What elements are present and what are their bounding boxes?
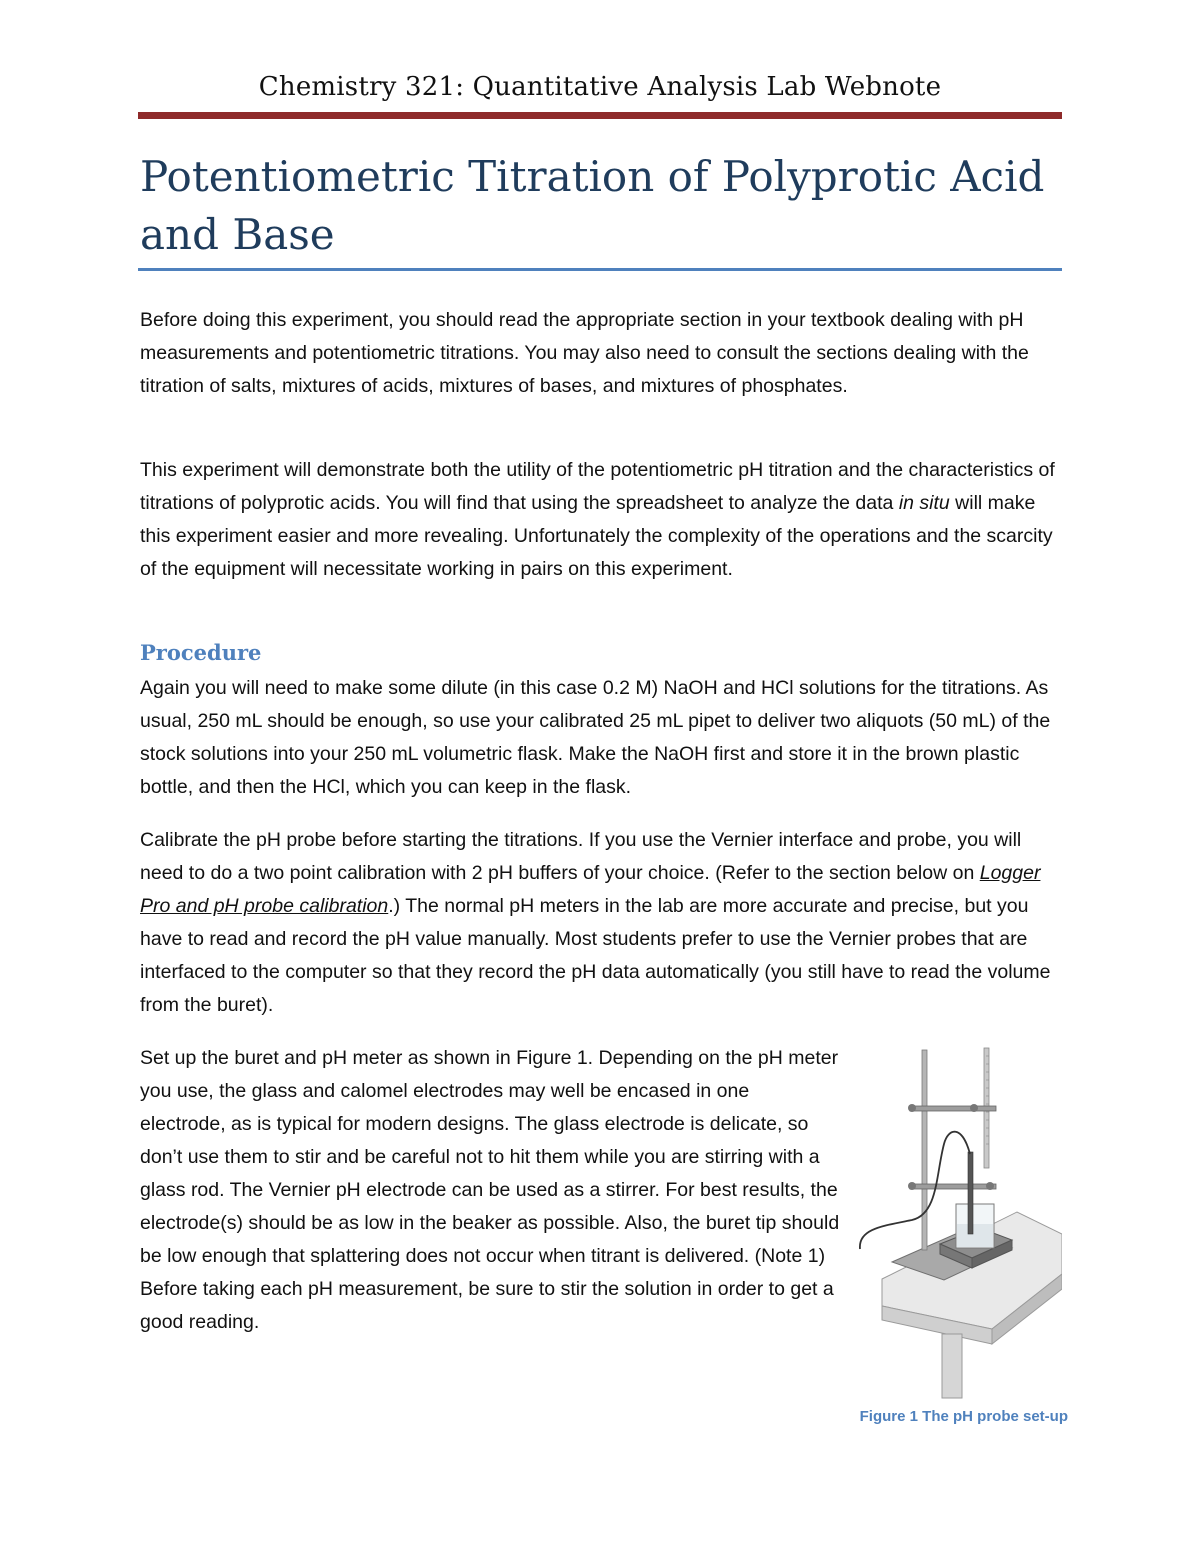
procedure-heading: Procedure	[140, 640, 262, 665]
procedure-p2-text-b: .) The normal pH meters in the lab are more accurate and precise, but you have to read and record the pH value manually. Most students prefer to use the Vernier probes that are interfaced to the computer so that they record the pH data automatically (you still have to read the volume from the buret).	[140, 895, 1051, 1016]
header-divider	[138, 112, 1062, 119]
figure-ph-probe-setup	[852, 1044, 1062, 1404]
procedure-paragraph-3: Set up the buret and pH meter as shown in Figure 1. Depending on the pH meter you use, the glass and calomel electrodes may well be encased in one electrode, as is typical for modern designs. The glass electrode is delicate, so don’t use them to stir and be careful not to hit them while you are stirring with a glass rod. The Vernier pH electrode can be used as a stirrer. For best results, the electrode(s) should be as low in the beaker as possible. Also, the buret tip should be low enough that splattering does not occur when titrant is delivered. (Note 1) Before taking each pH measurement, be sure to stir the solution in order to get a good reading.	[140, 1047, 840, 1333]
title-divider	[138, 268, 1062, 271]
intro-paragraph-1: Before doing this experiment, you should read the appropriate section in your textbook dealing with pH measurements and potentiometric titrations. You may also need to consult the sections dealing with the titration of salts, mixtures of acids, mixtures of bases, and mixtures of phosphates.	[140, 309, 1029, 397]
procedure-paragraph-2	[140, 824, 1060, 1022]
intro-p2-text-b: will make this experiment easier and more revealing. Unfortunately the complexity of the operations and the scarcity of the equipment will necessitate working in pairs on this experiment.	[140, 492, 1053, 580]
procedure-paragraph-1: Again you will need to make some dilute (in this case 0.2 M) NaOH and HCl solutions for the titrations. As usual, 250 mL should be enough, so use your calibrated 25 mL pipet to deliver two aliquots (50 mL) of the stock solutions into your 250 mL volumetric flask. Make the NaOH first and store it in the brown plastic bottle, and then the HCl, which you can keep in the flask.	[140, 677, 1051, 798]
course-header: Chemistry 321: Quantitative Analysis Lab Webnote	[258, 72, 942, 102]
intro-paragraph-2	[140, 454, 1060, 586]
ph-probe-setup-illustration-icon	[852, 1044, 1062, 1404]
logger-pro-calibration-link[interactable]: Logger Pro and pH probe calibration	[140, 862, 1041, 917]
intro-p2-text-a: This experiment will demonstrate both the utility of the potentiometric pH titration and the characteristics of titrations of polyprotic acids. You will find that using the spreadsheet to analyze the data	[140, 459, 1055, 514]
figure-caption: Figure 1 The pH probe set-up	[859, 1408, 1068, 1425]
page-title: Potentiometric Titration of Polyprotic Acid and Base	[140, 152, 1045, 259]
in-situ-emphasis: in situ	[898, 492, 950, 514]
procedure-p2-text-a: Calibrate the pH probe before starting the titrations. If you use the Vernier interface and probe, you will need to do a two point calibration with 2 pH buffers of your choice. (Refer to the section below on	[140, 829, 1022, 884]
